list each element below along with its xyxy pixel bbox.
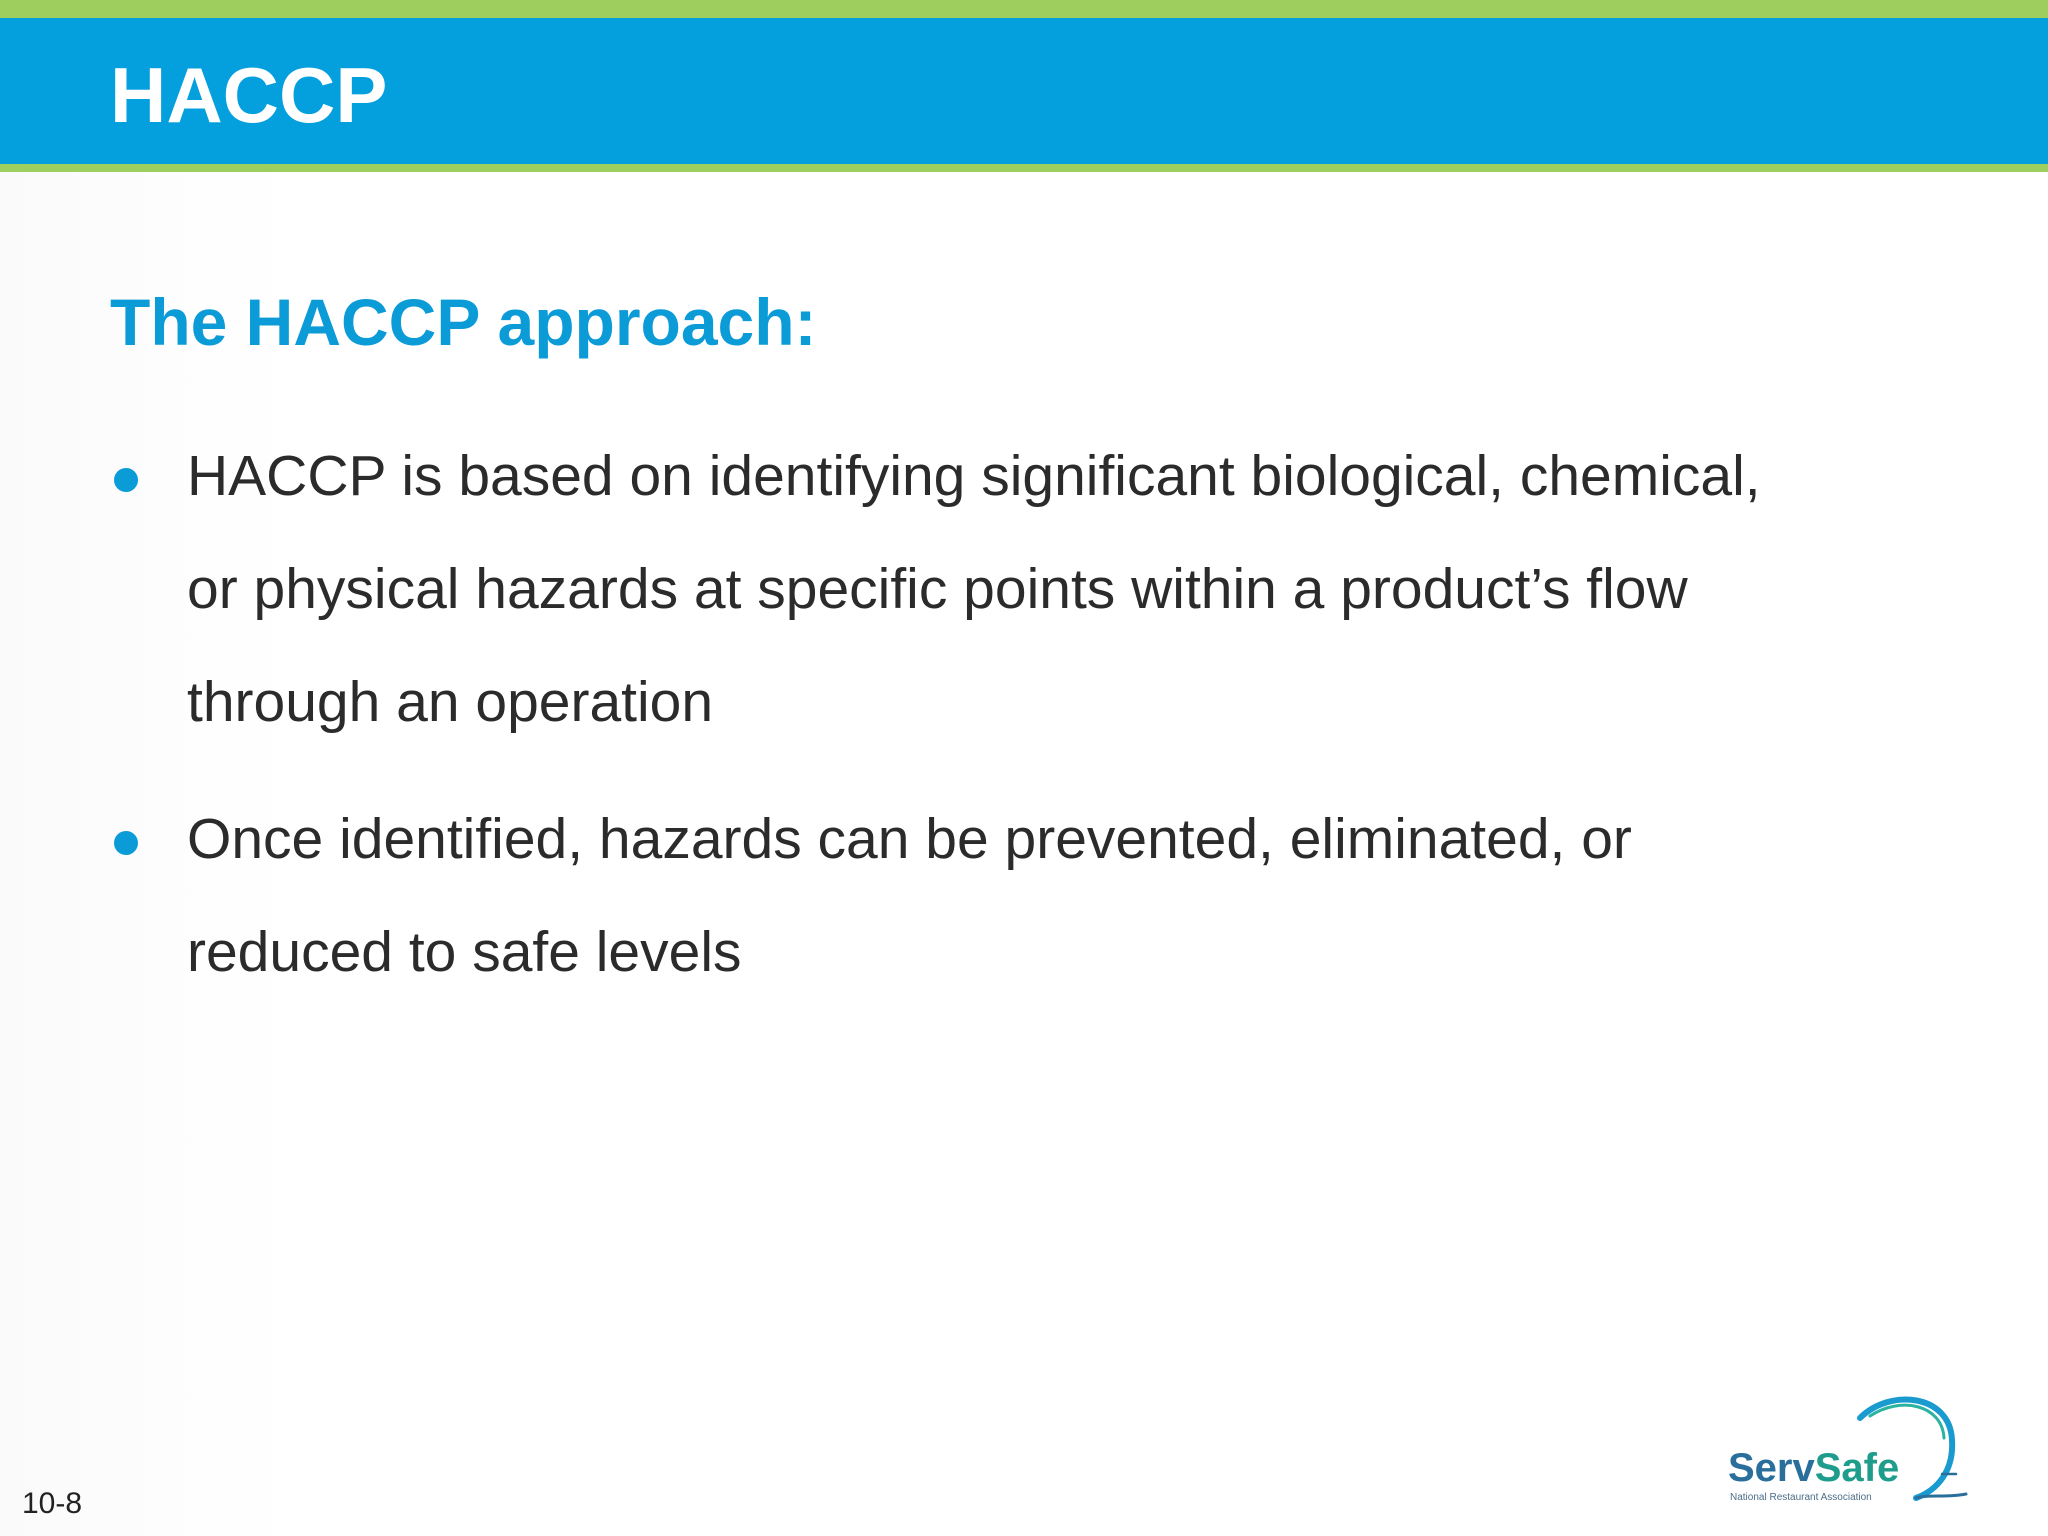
servsafe-logo <box>1720 1390 1980 1520</box>
page-number: 10-8 <box>22 1487 83 1520</box>
bullet-line: or physical hazards at specific points within a product’s flow <box>187 557 1688 621</box>
bullet-dot-icon <box>114 468 138 492</box>
bullet-line: HACCP is based on identifying significant biological, chemical, <box>187 444 1761 508</box>
logo-wordmark <box>1728 1446 1899 1490</box>
slide-title: HACCP <box>110 51 388 139</box>
bullet-line: through an operation <box>187 670 714 734</box>
logo-wordmark-serv: Serv <box>1728 1446 1815 1490</box>
logo-wordmark-safe: Safe <box>1814 1446 1900 1490</box>
bullet-line: Once identified, hazards can be prevented, eliminated, or <box>187 807 1632 871</box>
bullet-line: reduced to safe levels <box>187 920 742 984</box>
bullet-list <box>110 420 1970 1033</box>
bullet-item <box>110 420 1970 759</box>
logo-tagline: National Restaurant Association <box>1730 1492 1872 1503</box>
bullet-item <box>110 783 1970 1009</box>
header-top-stripe <box>0 0 2048 18</box>
header-bottom-stripe <box>0 164 2048 172</box>
bullet-dot-icon <box>114 831 138 855</box>
section-subtitle: The HACCP approach: <box>110 285 817 359</box>
